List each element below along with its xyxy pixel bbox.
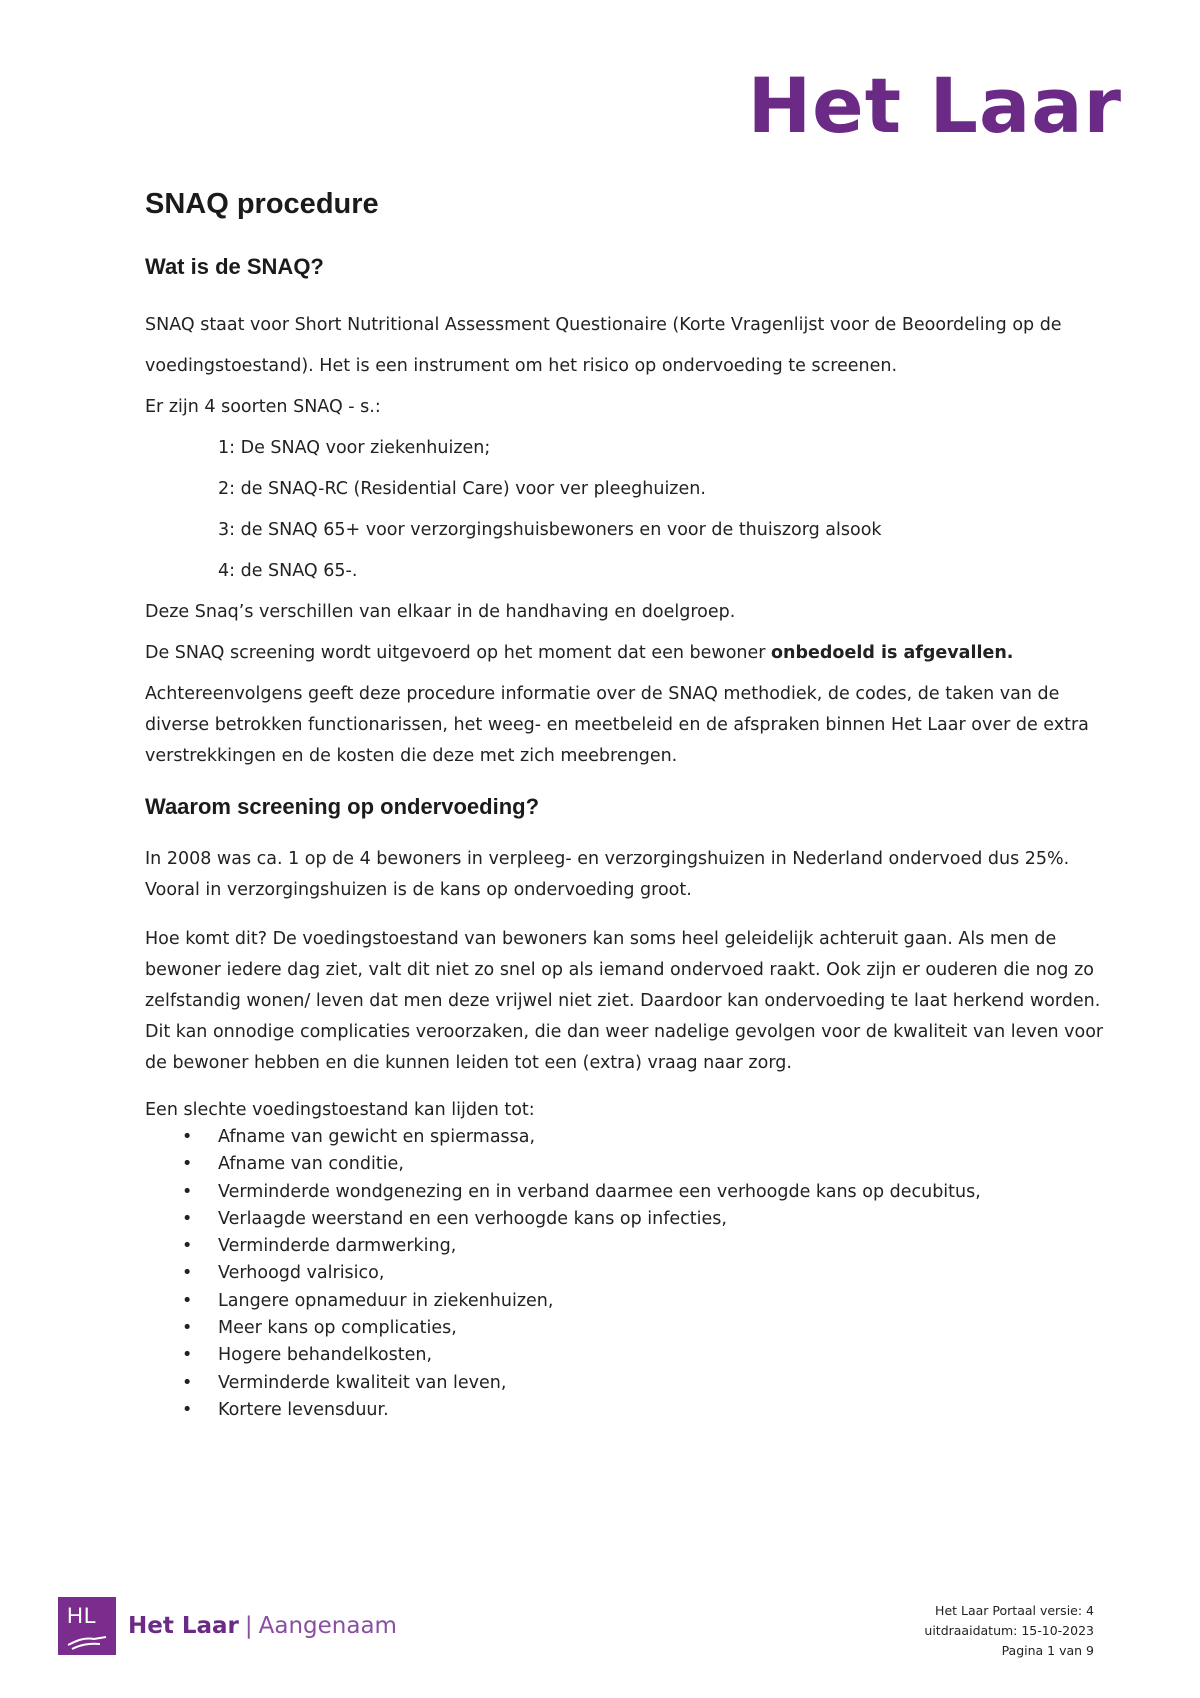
logo-tagline: Aangenaam	[258, 1613, 397, 1639]
hand-icon	[66, 1627, 108, 1651]
snaq-differences: Deze Snaq’s verschillen van elkaar in de handhaving en doelgroep.	[145, 602, 736, 622]
bullet-icon: •	[182, 1236, 193, 1257]
list-item: • Verlaagde weerstand en een verhoogde kans op infecties,	[145, 1206, 1105, 1233]
screening-moment	[145, 633, 1105, 674]
screening-emphasis: onbedoeld is afgevallen.	[771, 643, 1014, 663]
list-item: • Verminderde kwaliteit van leven,	[145, 1370, 1105, 1397]
print-date: uitdraaidatum: 15-10-2023	[924, 1623, 1094, 1638]
type-item: 1: De SNAQ voor ziekenhuizen;	[218, 438, 491, 458]
intro-line-1: SNAQ staat voor Short Nutritional Assessment Questionaire (Korte Vragenlijst voor de Beoordeling op de	[145, 315, 1062, 335]
list-item: • Hogere behandelkosten,	[145, 1342, 1105, 1369]
logo-wordmark	[128, 1613, 397, 1639]
hl-logo-icon	[58, 1597, 116, 1655]
section-heading-why: Waarom screening op ondervoeding?	[145, 794, 540, 819]
consequences-intro: Een slechte voedingstoestand kan lijden tot:	[145, 1100, 535, 1120]
page-title: SNAQ procedure	[145, 188, 379, 220]
portal-version: Het Laar Portaal versie: 4	[935, 1603, 1094, 1618]
footer-meta	[924, 1601, 1094, 1661]
list-item: • Kortere levensduur.	[145, 1397, 1105, 1424]
list-item: • Meer kans op complicaties,	[145, 1315, 1105, 1342]
type-item: 3: de SNAQ 65+ voor verzorgingshuisbewoners en voor de thuiszorg alsook	[218, 520, 882, 540]
type-item: 2: de SNAQ-RC (Residential Care) voor ver pleeghuizen.	[218, 479, 706, 499]
logo-name: Het Laar	[128, 1613, 239, 1639]
list-item: • Verminderde wondgenezing en in verband daarmee een verhoogde kans op decubitus,	[145, 1179, 1105, 1206]
bullet-icon: •	[182, 1181, 193, 1202]
logo-separator: |	[244, 1613, 253, 1639]
page-number: Pagina 1 van 9	[1001, 1643, 1094, 1658]
bullet-icon: •	[182, 1154, 193, 1175]
prevalence-paragraph: In 2008 was ca. 1 op de 4 bewoners in verpleeg- en verzorgingshuizen in Nederland ondervoed dus 25%. Vooral in verzorgingshuizen is de kans op ondervoeding groot.	[145, 849, 1070, 900]
intro-line-2: voedingstoestand). Het is een instrument om het risico op ondervoeding te screenen.	[145, 356, 898, 376]
list-item: • Afname van conditie,	[145, 1151, 1105, 1178]
list-item: • Verminderde darmwerking,	[145, 1233, 1105, 1260]
bullet-icon: •	[182, 1345, 193, 1366]
logo-mark: HL	[67, 1603, 98, 1628]
explanation-paragraph: Hoe komt dit? De voedingstoestand van bewoners kan soms heel geleidelijk achteruit gaan. Als men de bewoner iedere dag ziet, valt dit niet zo snel op als iemand ondervoed raakt. Ook zijn er ouderen die nog zo zelfstandig wonen/ leven dat men deze vrijwel niet ziet. Daardoor kan ondervoeding te laat herkend worden. Dit kan onnodige complicaties veroorzaken, die dan weer nadelige gevolgen voor de kwaliteit van leven voor de bewoner hebben en die kunnen leiden tot een (extra) vraag naar zorg.	[145, 929, 1104, 1073]
bullet-icon: •	[182, 1263, 193, 1284]
bullet-icon: •	[182, 1318, 193, 1339]
screening-text: De SNAQ screening wordt uitgevoerd op het moment dat een bewoner	[145, 643, 772, 663]
document-body	[145, 188, 1105, 1424]
bullet-icon: •	[182, 1372, 193, 1393]
list-item: • Langere opnameduur in ziekenhuizen,	[145, 1288, 1105, 1315]
consequences-list	[145, 1124, 1105, 1424]
section-heading-what: Wat is de SNAQ?	[145, 254, 324, 279]
list-item: • Verhoogd valrisico,	[145, 1260, 1105, 1287]
bullet-icon: •	[182, 1290, 193, 1311]
types-intro: Er zijn 4 soorten SNAQ - s.:	[145, 397, 381, 417]
bullet-icon: •	[182, 1208, 193, 1229]
footer-logo	[58, 1597, 397, 1655]
header-brand-logo: Het Laar	[747, 61, 1122, 150]
type-item: 4: de SNAQ 65-.	[218, 561, 358, 581]
bullet-icon: •	[182, 1399, 193, 1420]
procedure-overview: Achtereenvolgens geeft deze procedure informatie over de SNAQ methodiek, de codes, de taken van de diverse betrokken functionarissen, het weeg- en meetbeleid en de afspraken binnen Het Laar over de extra verstrekkingen en de kosten die deze met zich meebrengen.	[145, 684, 1089, 766]
bullet-icon: •	[182, 1127, 193, 1147]
list-item: • Afname van gewicht en spiermassa,	[145, 1124, 1105, 1151]
